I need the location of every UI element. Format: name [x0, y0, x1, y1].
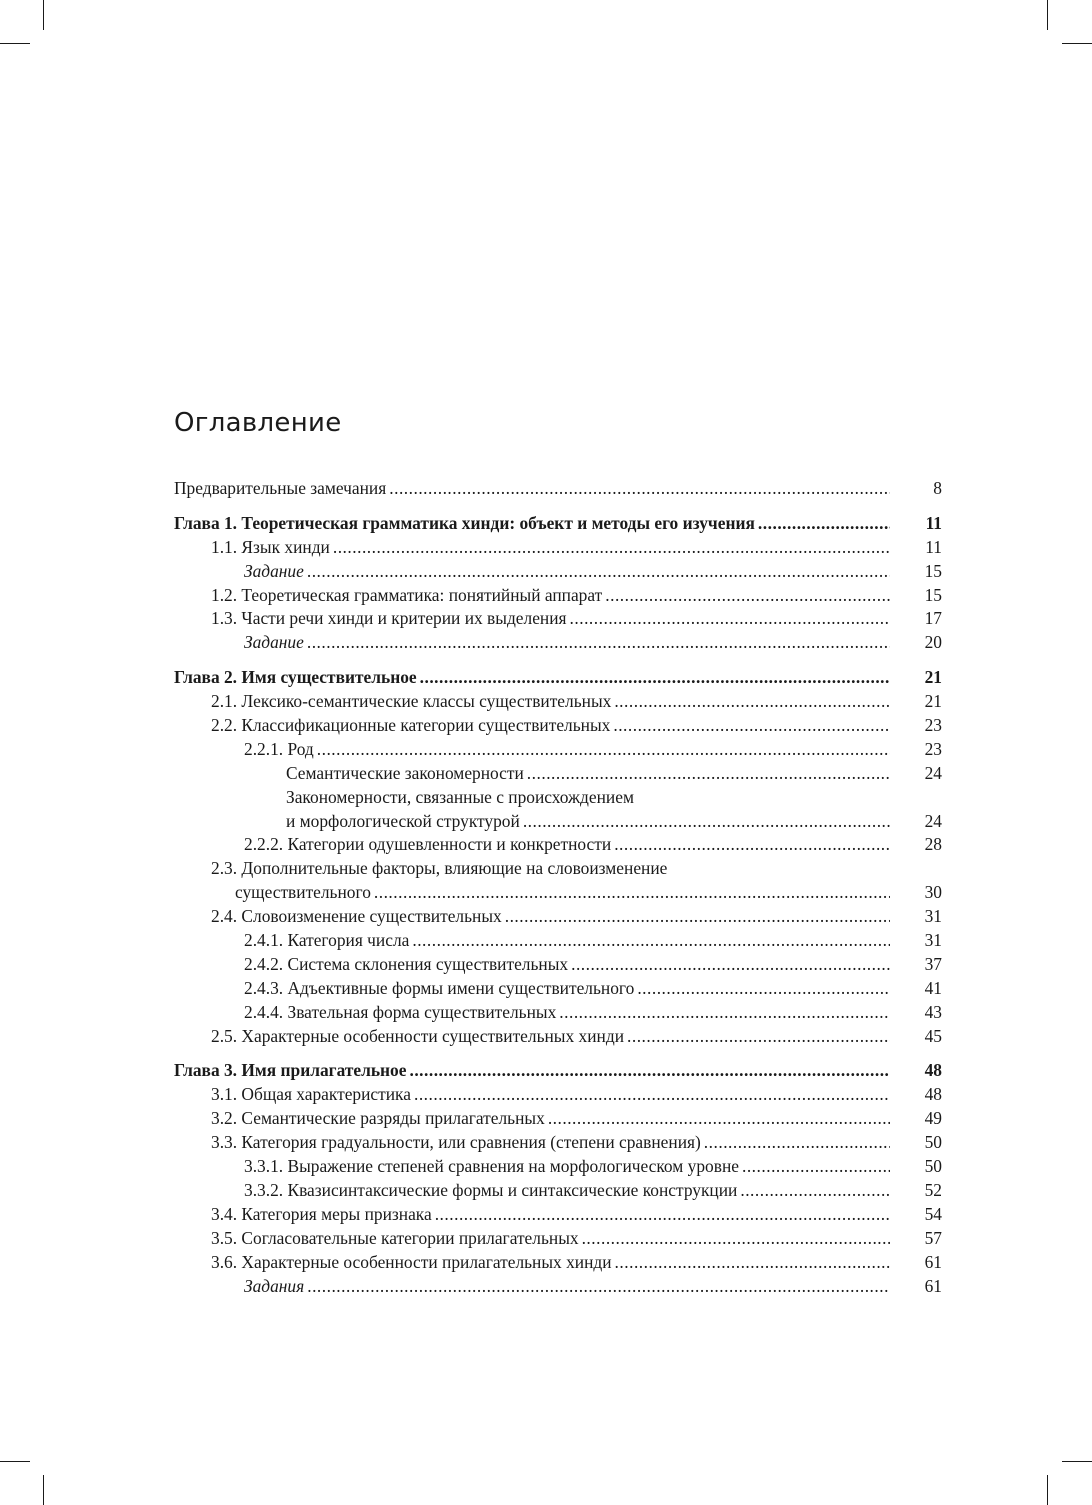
toc-entry-page: 49	[924, 1108, 942, 1129]
leader-dots	[409, 1059, 890, 1083]
toc-entry[interactable]	[174, 738, 942, 762]
crop-mark	[43, 0, 44, 30]
toc-entry[interactable]	[174, 905, 942, 929]
leader-dots	[307, 1275, 890, 1299]
leader-dots	[307, 560, 890, 584]
leader-dots	[412, 929, 890, 953]
toc-entry-title: 1.1. Язык хинди	[211, 536, 330, 557]
toc-entry[interactable]	[174, 1155, 942, 1179]
toc-entry-page: 15	[924, 560, 942, 581]
toc-entry[interactable]	[174, 833, 942, 857]
toc-entry[interactable]	[174, 929, 942, 953]
toc-entry[interactable]	[174, 477, 942, 501]
leader-dots	[333, 536, 890, 560]
toc-entry[interactable]	[174, 1275, 942, 1299]
leader-dots	[570, 607, 890, 631]
crop-mark	[1047, 1475, 1048, 1505]
toc-entry-page: 23	[924, 738, 942, 759]
toc-entry-page: 21	[924, 691, 942, 712]
toc-entry-page: 48	[924, 1084, 942, 1105]
toc-entry-title: 2.4.2. Система склонения существительных	[244, 953, 569, 974]
toc-entry-title: существительного	[235, 882, 371, 903]
toc-entry-page: 17	[924, 608, 942, 629]
crop-mark	[1062, 1461, 1092, 1462]
toc-entry[interactable]	[174, 1025, 942, 1049]
toc-entry[interactable]	[174, 714, 942, 738]
toc-entry-title: 2.5. Характерные особенности существительных хинди	[211, 1025, 625, 1046]
leader-dots	[374, 881, 890, 905]
toc-entry-title: 3.5. Согласовательные категории прилагательных	[211, 1227, 579, 1248]
toc-entry-page: 11	[925, 536, 942, 557]
toc-entry[interactable]	[174, 690, 942, 714]
toc-entry-title: 2.4.1. Категория числа	[244, 930, 410, 951]
toc-entry-title: 3.3.2. Квазисинтаксические формы и синтаксические конструкции	[244, 1179, 738, 1200]
toc-entry-title: 3.1. Общая характеристика	[211, 1084, 411, 1105]
leader-dots	[548, 1107, 890, 1131]
toc-entry[interactable]	[174, 1131, 942, 1155]
crop-mark	[43, 1475, 44, 1505]
leader-dots	[389, 477, 890, 501]
toc-entry[interactable]	[174, 584, 942, 608]
leader-dots	[307, 631, 890, 655]
leader-dots	[582, 1227, 890, 1251]
toc-chapter-entry[interactable]	[174, 512, 942, 536]
toc-entry-title: Закономерности, связанные с происхождением	[286, 786, 634, 807]
toc-entry-page: 24	[924, 762, 942, 783]
toc-entry-page: 43	[924, 1001, 942, 1022]
toc-entry-title: 3.2. Семантические разряды прилагательных	[211, 1108, 545, 1129]
toc-entry[interactable]	[174, 536, 942, 560]
leader-dots	[414, 1083, 890, 1107]
toc-entry-page: 15	[924, 584, 942, 605]
toc-entry-page: 61	[924, 1251, 942, 1272]
leader-dots	[523, 810, 890, 834]
leader-dots	[704, 1131, 890, 1155]
toc-entry[interactable]	[174, 810, 942, 834]
toc-entry-title: Задания	[244, 1275, 305, 1296]
toc-entry-title: 2.3. Дополнительные факторы, влияющие на словоизменение	[211, 858, 668, 879]
toc-entry-title: 2.2.2. Категории одушевленности и конкретности	[244, 834, 612, 855]
leader-dots	[605, 584, 890, 608]
leader-dots	[435, 1203, 890, 1227]
toc-entry-page: 28	[924, 834, 942, 855]
crop-mark	[0, 1461, 30, 1462]
toc-entry[interactable]	[174, 881, 942, 905]
toc-entry-title: Глава 3. Имя прилагательное	[174, 1060, 407, 1081]
toc-entry[interactable]	[174, 607, 942, 631]
leader-dots	[637, 977, 890, 1001]
toc-entry-page: 11	[925, 512, 942, 533]
toc-entry-title: 1.3. Части речи хинди и критерии их выделения	[211, 608, 567, 629]
toc-entry[interactable]	[174, 1107, 942, 1131]
toc-entry-page: 52	[924, 1179, 942, 1200]
leader-dots	[571, 953, 890, 977]
crop-mark	[1062, 43, 1092, 44]
table-of-contents	[174, 477, 942, 1309]
toc-entry-title: 3.6. Характерные особенности прилагательных хинди	[211, 1251, 612, 1272]
toc-entry[interactable]	[174, 857, 942, 881]
toc-entry[interactable]	[174, 1083, 942, 1107]
toc-entry-page: 37	[924, 953, 942, 974]
toc-entry-page: 50	[924, 1132, 942, 1153]
leader-dots	[559, 1001, 890, 1025]
toc-entry-title: 2.4.4. Звательная форма существительных	[244, 1001, 557, 1022]
toc-entry-page: 24	[924, 810, 942, 831]
toc-entry-page: 45	[924, 1025, 942, 1046]
crop-mark	[1047, 0, 1048, 30]
toc-entry-title: 2.4.3. Адъективные формы имени существительного	[244, 977, 635, 998]
toc-entry-page: 54	[924, 1203, 942, 1224]
toc-entry[interactable]	[174, 1227, 942, 1251]
toc-entry-page: 31	[924, 930, 942, 951]
toc-entry-title: Семантические закономерности	[286, 762, 524, 783]
leader-dots	[420, 666, 890, 690]
toc-entry-title: Задание	[244, 560, 304, 581]
toc-entry[interactable]	[174, 762, 942, 786]
toc-group-chapter-2	[174, 666, 942, 1048]
toc-entry[interactable]	[174, 560, 942, 584]
toc-entry-page: 30	[924, 882, 942, 903]
leader-dots	[613, 714, 890, 738]
toc-entry[interactable]	[174, 1179, 942, 1203]
toc-entry-page: 21	[924, 667, 942, 688]
toc-entry-title: 3.3.1. Выражение степеней сравнения на морфологическом уровне	[244, 1156, 739, 1177]
leader-dots	[527, 762, 890, 786]
toc-group-preface	[174, 477, 942, 501]
leader-dots	[317, 738, 890, 762]
toc-entry-title: 2.4. Словоизменение существительных	[211, 906, 502, 927]
toc-entry[interactable]	[174, 786, 942, 810]
toc-chapter-entry[interactable]	[174, 666, 942, 690]
toc-entry-title: Предварительные замечания	[174, 478, 387, 498]
toc-entry-page: 50	[924, 1156, 942, 1177]
toc-entry-title: 2.1. Лексико-семантические классы существительных	[211, 691, 612, 712]
toc-entry-title: Глава 2. Имя существительное	[174, 667, 417, 688]
crop-mark	[0, 43, 30, 44]
toc-entry-title: Глава 1. Теоретическая грамматика хинди: объект и методы его изучения	[174, 512, 755, 533]
toc-group-chapter-1	[174, 512, 942, 655]
leader-dots	[627, 1025, 890, 1049]
toc-entry-title: Задание	[244, 632, 304, 653]
toc-entry[interactable]	[174, 1001, 942, 1025]
toc-entry-title: 2.2.1. Род	[244, 738, 314, 759]
toc-entry[interactable]	[174, 977, 942, 1001]
leader-dots	[615, 1251, 890, 1275]
toc-entry[interactable]	[174, 953, 942, 977]
toc-entry-title: и морфологической структурой	[286, 810, 520, 831]
toc-entry-page: 23	[924, 715, 942, 736]
toc-entry-page: 31	[924, 906, 942, 927]
leader-dots	[740, 1179, 890, 1203]
toc-entry-title: 3.4. Категория меры признака	[211, 1203, 432, 1224]
toc-entry-page: 41	[924, 977, 942, 998]
toc-entry-page: 57	[924, 1227, 942, 1248]
toc-entry-page: 48	[924, 1060, 942, 1081]
toc-entry-title: 2.2. Классификационные категории существительных	[211, 715, 611, 736]
toc-entry[interactable]	[174, 631, 942, 655]
leader-dots	[614, 833, 890, 857]
toc-group-chapter-3	[174, 1059, 942, 1298]
leader-dots	[505, 905, 890, 929]
toc-entry-page: 20	[924, 632, 942, 653]
toc-entry-title: 1.2. Теоретическая грамматика: понятийный аппарат	[211, 584, 603, 605]
leader-dots	[742, 1155, 890, 1179]
toc-chapter-entry[interactable]	[174, 1059, 942, 1083]
page-title: Оглавление	[174, 408, 342, 438]
leader-dots	[614, 690, 890, 714]
toc-entry-page: 61	[924, 1275, 942, 1296]
toc-entry[interactable]	[174, 1251, 942, 1275]
toc-entry-page: 8	[933, 478, 942, 498]
toc-entry-title: 3.3. Категория градуальности, или сравнения (степени сравнения)	[211, 1132, 701, 1153]
leader-dots	[758, 512, 890, 536]
toc-entry[interactable]	[174, 1203, 942, 1227]
